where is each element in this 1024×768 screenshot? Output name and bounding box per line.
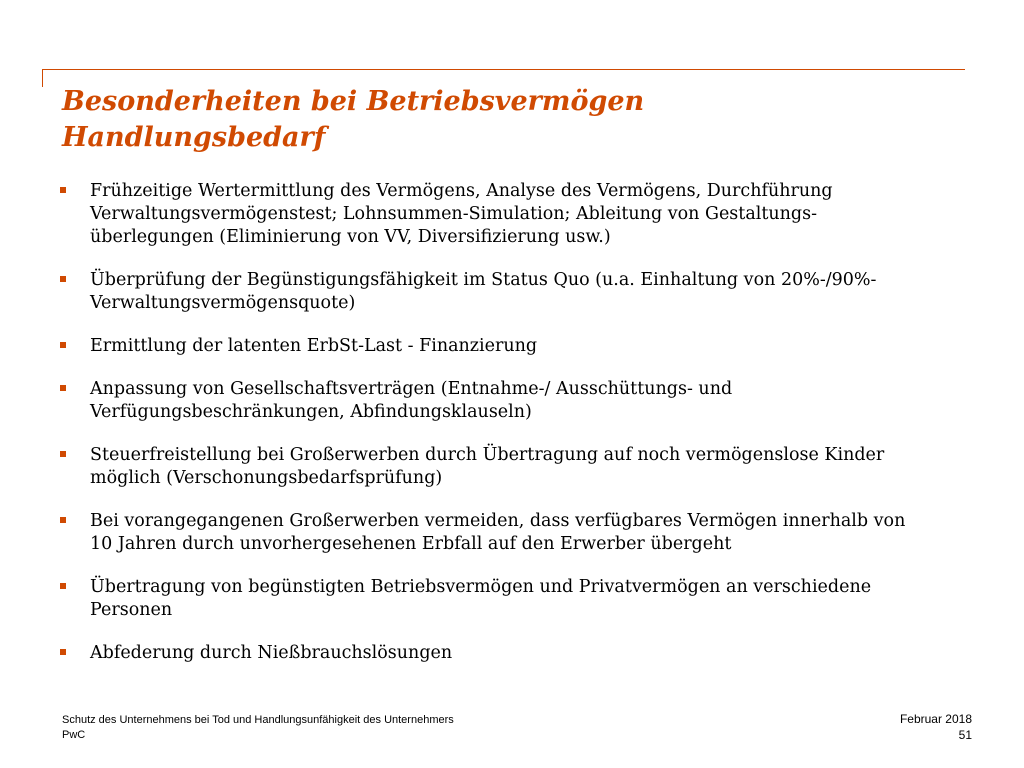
bullet-item xyxy=(58,269,958,315)
bullet-item xyxy=(58,378,958,424)
square-bullet-icon xyxy=(60,342,66,348)
footer-right xyxy=(900,711,972,743)
corner-tick xyxy=(42,69,43,87)
slide-title-line-1: Besonderheiten bei Betriebsvermögen xyxy=(62,86,645,117)
bullet-item xyxy=(58,642,958,665)
square-bullet-icon xyxy=(60,583,66,589)
square-bullet-icon xyxy=(60,451,66,457)
bullet-text: Abfederung durch Nießbrauchslösungen xyxy=(90,643,453,663)
footer-date: Februar 2018 xyxy=(899,712,972,726)
square-bullet-icon xyxy=(60,649,66,655)
footer-left xyxy=(62,713,454,743)
square-bullet-icon xyxy=(60,385,66,391)
bullet-text: Frühzeitige Wertermittlung des Vermögens, Analyse des Vermögens, Durchführung Verwaltungsvermögenstest; Lohnsummen-Simulation; Ableitung von Gestaltungs- überlegungen (Eliminierung von VV, Diversifizierung usw.) xyxy=(90,181,833,247)
page-number: 51 xyxy=(958,728,972,742)
bullet-text: Ermittlung der latenten ErbSt-Last - Finanzierung xyxy=(90,336,538,356)
bullet-item xyxy=(58,335,958,358)
square-bullet-icon xyxy=(60,517,66,523)
bullet-item xyxy=(58,180,958,249)
square-bullet-icon xyxy=(60,276,66,282)
slide-title xyxy=(62,84,962,156)
slide-title-line-2: Handlungsbedarf xyxy=(62,122,326,153)
top-rule xyxy=(42,69,965,70)
bullet-list xyxy=(58,180,958,685)
bullet-item xyxy=(58,444,958,490)
bullet-text: Bei vorangegangenen Großerwerben vermeiden, dass verfügbares Vermögen innerhalb von 10 Jahren durch unvorhergesehenen Erbfall auf den Erwerber übergeht xyxy=(90,511,906,554)
bullet-text: Anpassung von Gesellschaftsverträgen (Entnahme-/ Ausschüttungs- und Verfügungsbeschränkungen, Abfindungsklauseln) xyxy=(90,379,733,422)
bullet-item xyxy=(58,510,958,556)
footer-company: PwC xyxy=(62,729,86,741)
footer-subject: Schutz des Unternehmens bei Tod und Handlungsunfähigkeit des Unternehmers xyxy=(62,714,454,726)
bullet-text: Übertragung von begünstigten Betriebsvermögen und Privatvermögen an verschiedene Personen xyxy=(90,577,872,620)
bullet-text: Steuerfreistellung bei Großerwerben durch Übertragung auf noch vermögenslose Kinder möglich (Verschonungsbedarfsprüfung) xyxy=(90,445,885,488)
bullet-text: Überprüfung der Begünstigungsfähigkeit im Status Quo (u.a. Einhaltung von 20%-/90%- Verwaltungsvermögensquote) xyxy=(90,270,877,313)
square-bullet-icon xyxy=(60,187,66,193)
bullet-item xyxy=(58,576,958,622)
